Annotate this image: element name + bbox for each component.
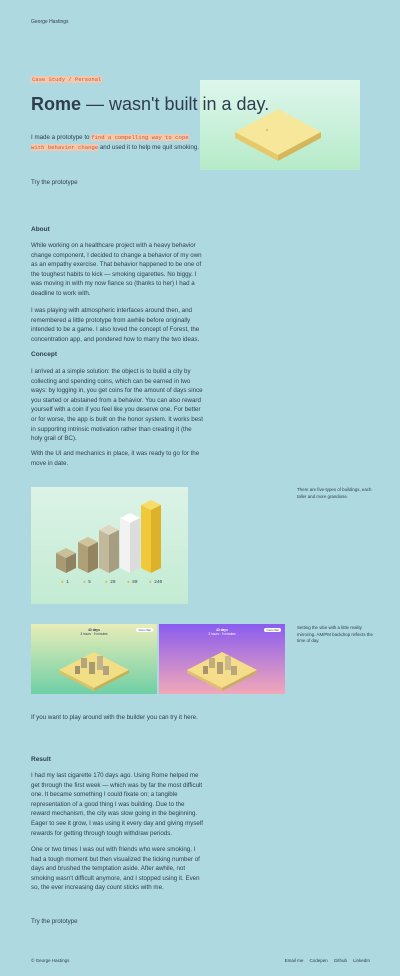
title-rest: — wasn't built in a day. — [81, 94, 270, 114]
footer-copyright: © George Hastings — [31, 958, 70, 963]
am-coin-chip: Coin chip — [138, 628, 151, 632]
am-screenshot — [31, 624, 157, 694]
am-days: 43 days — [88, 628, 100, 632]
cost-2: ● 5 — [83, 580, 91, 585]
coin-icon: ● — [105, 580, 108, 585]
building-tower — [99, 525, 119, 573]
page-title — [31, 94, 269, 115]
footer-link-github[interactable]: Github — [333, 958, 347, 963]
concept-heading: Concept — [31, 351, 57, 358]
about-paragraph-1: While working on a healthcare project with a heavy behavior change component, I decided to change a behavior of my own as an empathy exercise. That behavior happened to be one of the toughest habits to kick — smoking cigarettes. No biggy. I was moving in with my now fiance so (thanks to her) I had a deadline to work with. — [31, 242, 202, 297]
concept-paragraph-1: I arrived at a simple solution: the object is to build a city by collecting and spending coins, which can be earned in two ways: by logging in, you get coins for the amount of days since you started or abstained from a behavior. You can also reward yourself with a coin if you feel like you deserve one. For better or for worse, the app is built on the honor system. It works best in supporting intrinsic motivation rather than creating it (the holy grail of BC). — [31, 368, 203, 443]
try-prototype-link-bottom[interactable]: Try the prototype — [31, 918, 78, 925]
footer-link-codepen[interactable]: Codepen — [309, 958, 328, 963]
am-time: 3 hours · 9 minutes — [80, 632, 108, 636]
pm-days: 43 days — [216, 628, 228, 632]
builder-link[interactable]: If you want to play around with the builder you can try it here. — [31, 714, 198, 721]
case-study-tag: Case Study / Personal — [32, 76, 102, 83]
building-monument — [120, 513, 140, 573]
tile-top — [235, 109, 321, 155]
buildings-note: There are five-types of buildings, each taller and more grandiose. — [297, 487, 372, 499]
cost-3: ● 20 — [105, 580, 116, 585]
result-heading: Result — [31, 756, 51, 763]
site-name[interactable]: George Hastings — [31, 19, 69, 25]
building-palace — [141, 500, 161, 573]
intro-highlight: find a compelling way to cope with behavior change — [31, 134, 189, 151]
vibe-note: Setting the vibe with a little reality mirroring. AM/PM backdrop reflects the time of day. — [297, 625, 373, 643]
cost-4: ● 80 — [127, 580, 138, 585]
coin-icon: ● — [83, 580, 86, 585]
coin-icon: ● — [149, 580, 152, 585]
pm-time: 3 hours · 9 minutes — [208, 632, 236, 636]
building-hut — [56, 548, 76, 573]
about-paragraph-2: I was playing with atmospheric interfaces around then, and remembered a little prototype from awhile before originally intended to be a game. I also loved the concept of Forest, the concentration app, and pondered how to marry the two ideas. — [31, 307, 200, 343]
building-house — [78, 537, 98, 573]
title-bold: Rome — [31, 94, 82, 114]
building-types-illustration — [31, 487, 188, 604]
building-costs-row — [61, 580, 171, 585]
coin-icon: ● — [61, 580, 64, 585]
coin-icon: ● — [127, 580, 130, 585]
pm-city-svg — [159, 624, 285, 694]
intro-after: and used it to help me quit smoking. — [98, 144, 199, 151]
buildings-svg — [31, 487, 188, 604]
about-heading: About — [31, 226, 50, 233]
am-city-svg — [31, 624, 157, 694]
cost-1: ● 1 — [61, 580, 69, 585]
pm-coin-chip: Coin chip — [266, 628, 279, 632]
tile-marker — [266, 129, 268, 131]
result-paragraph-2: One or two times I was out with friends who were smoking. I had a tough moment but then visualized the ticking number of days and brushed the temptation aside. After awhile, not smoking wasn't difficult anymore, and I stopped using it. Even so, the ever increasing day count sticks with me. — [31, 846, 200, 892]
footer-links — [285, 958, 370, 963]
footer-link-linkedin[interactable]: LinkedIn — [352, 958, 370, 963]
footer-link-email[interactable]: Email me — [284, 958, 304, 963]
try-prototype-link-top[interactable]: Try the prototype — [31, 179, 78, 186]
intro-before: I made a prototype to — [31, 134, 92, 141]
pm-screenshot — [159, 624, 285, 694]
cost-5: ● 240 — [149, 580, 163, 585]
intro-paragraph — [31, 133, 203, 153]
concept-paragraph-2: With the UI and mechanics in place, it was ready to go for the move in date. — [31, 450, 200, 467]
result-paragraph-1: I had my last cigarette 170 days ago. Using Rome helped me get through the first week — which was by far the most difficult one. It became something I could fixate on; a tangible representation of a good thing I was building. Due to the reward mechanism, the city was slow going in the beginning. Eager to see it grow, I was using it every day and giving myself rewards for getting through tough withdraw periods. — [31, 772, 203, 837]
